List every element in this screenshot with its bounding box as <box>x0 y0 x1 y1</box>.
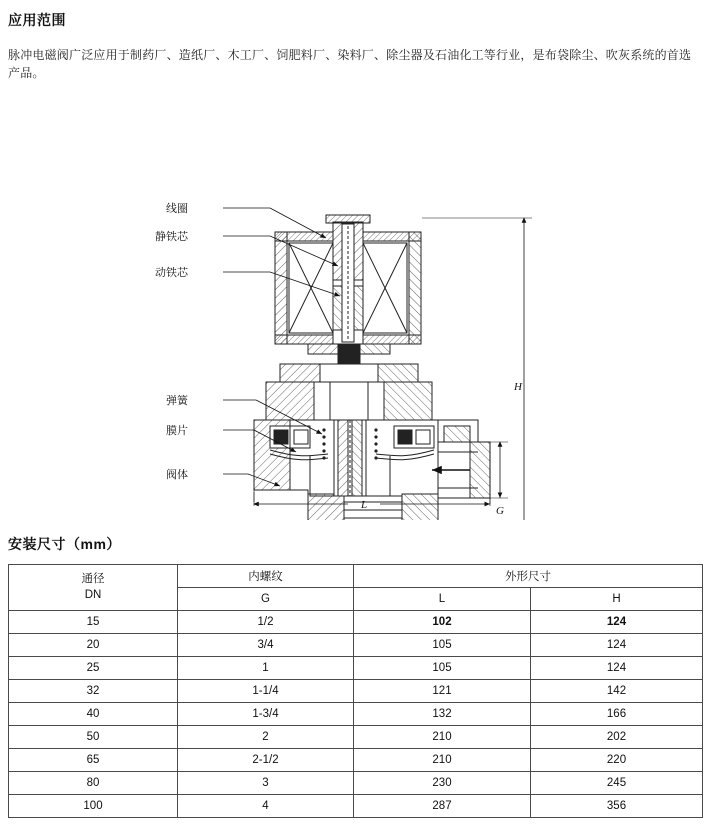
cell-h: 220 <box>531 749 703 772</box>
cell-h: 124 <box>531 634 703 657</box>
page-title: 应用范围 <box>8 12 66 28</box>
table-header-row-1 <box>9 565 703 588</box>
cell-l: 210 <box>354 726 531 749</box>
header-dn-line2: DN <box>84 588 102 601</box>
label-valve-body: 阀体 <box>166 469 188 481</box>
install-dimensions-heading: 安装尺寸（mm） <box>8 536 121 552</box>
cell-dn: 20 <box>9 634 178 657</box>
cell-g: 1-3/4 <box>178 703 354 726</box>
table-body <box>9 611 703 818</box>
cell-g: 2-1/2 <box>178 749 354 772</box>
cell-h: 124 <box>531 611 703 634</box>
cell-h: 202 <box>531 726 703 749</box>
table-row <box>9 634 703 657</box>
cell-dn: 32 <box>9 680 178 703</box>
table-row <box>9 703 703 726</box>
label-static-core: 静铁芯 <box>155 231 188 243</box>
table-row <box>9 726 703 749</box>
cell-dn: 80 <box>9 772 178 795</box>
header-outline-group: 外形尺寸 <box>354 565 703 588</box>
cell-h: 356 <box>531 795 703 818</box>
cell-h: 166 <box>531 703 703 726</box>
install-dimensions-table <box>8 564 703 818</box>
cell-h: 124 <box>531 657 703 680</box>
table-row <box>9 611 703 634</box>
table-row <box>9 657 703 680</box>
cell-l: 105 <box>354 634 531 657</box>
cell-dn: 65 <box>9 749 178 772</box>
cell-dn: 100 <box>9 795 178 818</box>
cell-l: 132 <box>354 703 531 726</box>
dim-label-h: H <box>514 381 522 393</box>
cell-g: 4 <box>178 795 354 818</box>
cell-l: 121 <box>354 680 531 703</box>
cell-dn: 15 <box>9 611 178 634</box>
cell-l: 230 <box>354 772 531 795</box>
cell-h: 142 <box>531 680 703 703</box>
header-dn-line1: 通径 <box>81 572 105 585</box>
header-dn <box>9 565 178 611</box>
dim-label-l: L <box>360 499 368 511</box>
cell-h: 245 <box>531 772 703 795</box>
intro-paragraph: 脉冲电磁阀广泛应用于制药厂、造纸厂、木工厂、饲肥料厂、染料厂、除尘器及石油化工等行业，是布袋除尘、吹灰系统的首选产品。 <box>8 48 692 80</box>
table-row <box>9 772 703 795</box>
dim-label-g: G <box>496 505 504 517</box>
cell-g: 1-1/4 <box>178 680 354 703</box>
table-head <box>9 565 703 611</box>
cell-l: 102 <box>354 611 531 634</box>
valve-cross-section-diagram <box>8 90 703 520</box>
header-thread-sub: G <box>178 588 354 611</box>
cell-l: 210 <box>354 749 531 772</box>
table-row <box>9 795 703 818</box>
cell-l: 287 <box>354 795 531 818</box>
cell-g: 2 <box>178 726 354 749</box>
header-outline-h: H <box>531 588 703 611</box>
header-thread-group: 内螺纹 <box>178 565 354 588</box>
label-diaphragm: 膜片 <box>166 425 188 437</box>
label-spring: 弹簧 <box>166 395 188 407</box>
table-row <box>9 749 703 772</box>
cell-g: 3/4 <box>178 634 354 657</box>
cell-l: 105 <box>354 657 531 680</box>
table-row <box>9 680 703 703</box>
cell-dn: 50 <box>9 726 178 749</box>
cell-dn: 40 <box>9 703 178 726</box>
label-coil: 线圈 <box>166 203 188 215</box>
cell-g: 1 <box>178 657 354 680</box>
cell-dn: 25 <box>9 657 178 680</box>
cell-g: 3 <box>178 772 354 795</box>
label-moving-core: 动铁芯 <box>155 267 188 279</box>
cell-g: 1/2 <box>178 611 354 634</box>
header-outline-l: L <box>354 588 531 611</box>
